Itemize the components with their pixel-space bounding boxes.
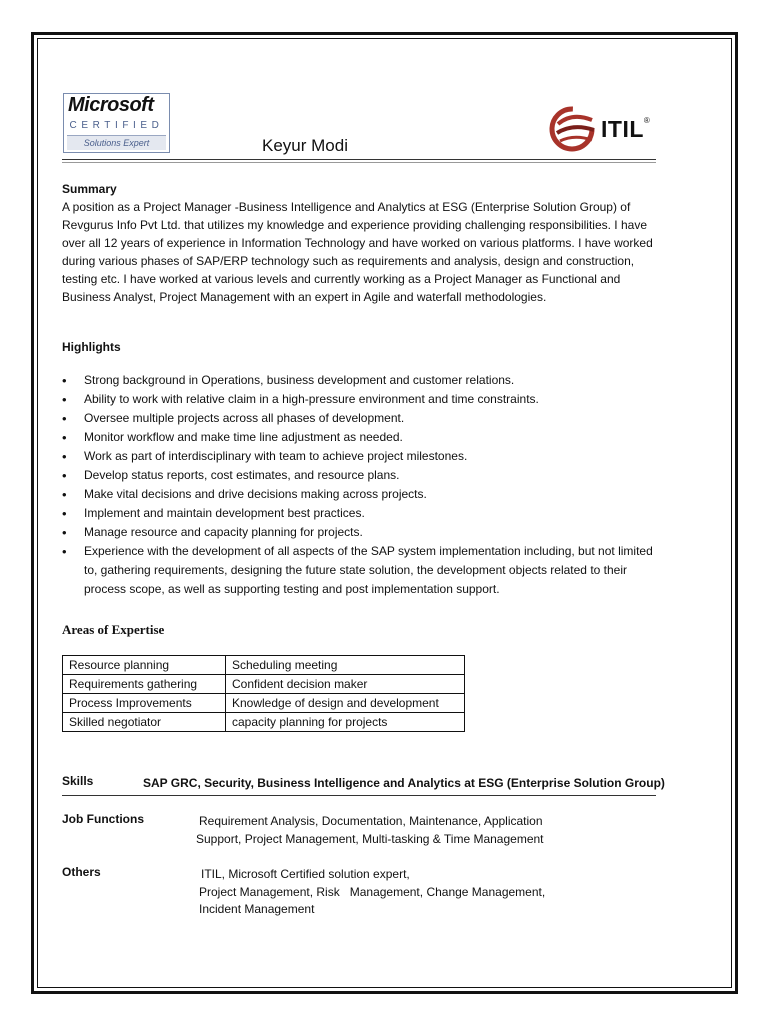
table-cell: Scheduling meeting bbox=[226, 656, 465, 675]
skills-label: Skills bbox=[62, 774, 94, 788]
header-divider bbox=[62, 159, 656, 160]
table-cell: Confident decision maker bbox=[226, 675, 465, 694]
expertise-heading: Areas of Expertise bbox=[62, 622, 165, 637]
microsoft-logo-certified: CERTIFIED bbox=[69, 120, 164, 131]
summary-heading: Summary bbox=[62, 182, 117, 196]
others-line-3: Incident Management bbox=[199, 902, 315, 916]
table-cell: Skilled negotiator bbox=[63, 713, 226, 732]
others-line-1: ITIL, Microsoft Certified solution expert, bbox=[201, 867, 410, 881]
skills-value: SAP GRC, Security, Business Intelligence and Analytics at ESG (Enterprise Solution Group) bbox=[143, 776, 665, 790]
itil-logo-reg: ® bbox=[643, 116, 651, 125]
list-item: • Experience with the development of all aspects of the SAP system implementation including, but not limited to, gathering requirements, designing the future state solution, the development objects related to their process scope, as well as supporting testing and post implementation support. bbox=[62, 542, 656, 599]
table-cell: Requirements gathering bbox=[63, 675, 226, 694]
job-functions-line-2: Support, Project Management, Multi-tasking & Time Management bbox=[196, 832, 544, 846]
table-row bbox=[63, 656, 465, 675]
itil-swirl-icon bbox=[548, 104, 600, 154]
header-divider-thin bbox=[62, 162, 656, 163]
highlights-list bbox=[62, 371, 656, 599]
itil-logo-text bbox=[601, 116, 650, 143]
itil-logo bbox=[548, 104, 654, 154]
microsoft-logo-word: Microsoft bbox=[68, 94, 154, 116]
list-item: • Make vital decisions and drive decisions making across projects. bbox=[62, 485, 656, 504]
candidate-name: Keyur Modi bbox=[262, 136, 348, 155]
job-functions-line-1: Requirement Analysis, Documentation, Maintenance, Application bbox=[199, 814, 543, 828]
others-line-2: Project Management, Risk Management, Change Management, bbox=[199, 885, 546, 899]
others-label: Others bbox=[62, 865, 101, 879]
table-row bbox=[63, 713, 465, 732]
microsoft-certified-logo bbox=[63, 93, 170, 153]
summary-section bbox=[62, 180, 658, 306]
list-item: • Develop status reports, cost estimates, and resource plans. bbox=[62, 466, 656, 485]
table-row bbox=[63, 694, 465, 713]
list-item: • Work as part of interdisciplinary with team to achieve project milestones. bbox=[62, 447, 656, 466]
highlights-heading: Highlights bbox=[62, 340, 121, 354]
list-item: • Strong background in Operations, business development and customer relations. bbox=[62, 371, 656, 390]
itil-logo-word: ITIL bbox=[601, 116, 644, 142]
microsoft-logo-band bbox=[67, 135, 166, 150]
skills-divider bbox=[62, 795, 656, 796]
summary-text: A position as a Project Manager -Business Intelligence and Analytics at ESG (Enterprise Solution Group) of Revgurus Info Pvt Ltd. that utilizes my knowledge and experience providing challenging responsibilities. I have over all 12 years of experience in Information Technology and have worked on various platforms. I have worked during various phases of SAP/ERP technology such as requirements and analysis, design and construction, testing etc. I have worked at various levels and currently working as a Project Manager as Functional and Business Analyst, Project Management with an expert in Agile and waterfall methodologies. bbox=[62, 200, 653, 304]
table-row bbox=[63, 675, 465, 694]
table-cell: Process Improvements bbox=[63, 694, 226, 713]
table-cell: Resource planning bbox=[63, 656, 226, 675]
list-item: • Oversee multiple projects across all phases of development. bbox=[62, 409, 656, 428]
table-cell: Knowledge of design and development bbox=[226, 694, 465, 713]
list-item: • Manage resource and capacity planning for projects. bbox=[62, 523, 656, 542]
table-cell: capacity planning for projects bbox=[226, 713, 465, 732]
list-item: • Monitor workflow and make time line adjustment as needed. bbox=[62, 428, 656, 447]
expertise-table bbox=[62, 655, 465, 732]
list-item: • Implement and maintain development best practices. bbox=[62, 504, 656, 523]
microsoft-logo-subtitle: Solutions Expert bbox=[83, 138, 150, 148]
list-item: • Ability to work with relative claim in a high-pressure environment and time constraints. bbox=[62, 390, 656, 409]
job-functions-label: Job Functions bbox=[62, 812, 144, 826]
